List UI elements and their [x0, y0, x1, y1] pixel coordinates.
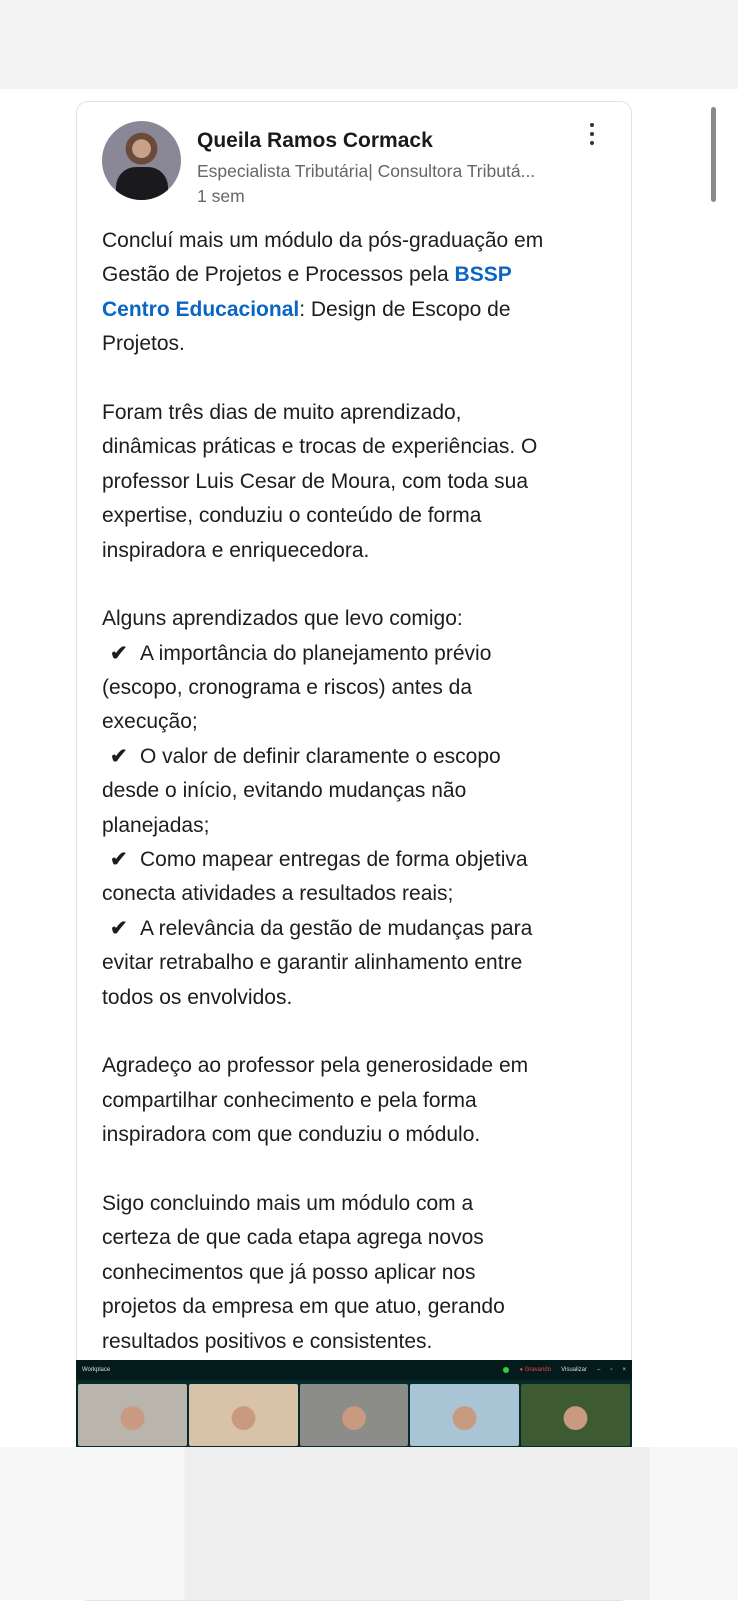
minimize-icon: – — [597, 1367, 601, 1373]
post-text-line — [102, 1221, 622, 1255]
text-segment: inspiradora e enriquecedora. — [102, 538, 370, 562]
text-segment: desde o início, evitando mudanças não — [102, 779, 467, 803]
post-text-line — [102, 1015, 622, 1049]
post-text-line — [102, 327, 622, 361]
meeting-app-name: Workplace — [82, 1367, 111, 1373]
participant-video-tile — [78, 1384, 187, 1446]
text-segment: evitar retrabalho e garantir alinhamento entre — [102, 951, 523, 975]
post-text-line — [102, 637, 622, 671]
text-segment: Concluí mais um módulo da pós-graduação em — [102, 229, 544, 252]
text-segment: conhecimentos que já posso aplicar nos — [102, 1260, 476, 1284]
post-text-line — [102, 774, 622, 808]
text-segment: projetos da empresa em que atuo, gerando — [102, 1295, 505, 1319]
text-segment: professor Luis Cesar de Moura, com toda sua — [102, 469, 529, 493]
text-segment: todos os envolvidos. — [102, 985, 293, 1009]
post-text-line — [102, 568, 622, 602]
post-text-line — [102, 843, 622, 877]
participant-video-tile — [189, 1384, 298, 1446]
scrollbar[interactable] — [711, 107, 716, 202]
text-segment: dinâmicas práticas e trocas de experiências. O — [102, 435, 538, 459]
post-text — [102, 224, 622, 1359]
checkmark-icon: ✔ — [110, 916, 128, 940]
checkmark-icon: ✔ — [110, 744, 128, 768]
post-text-line — [102, 1290, 622, 1324]
post-text-line — [102, 1187, 622, 1221]
post-text-line — [102, 1256, 622, 1290]
checkmark-icon: ✔ — [110, 848, 128, 872]
company-link[interactable]: BSSP — [454, 263, 512, 287]
text-segment: Foram três dias de muito aprendizado, — [102, 400, 462, 424]
text-segment: : Design de Escopo de — [299, 297, 511, 321]
text-segment: compartilhar conhecimento e pela forma — [102, 1088, 477, 1112]
text-segment: Alguns aprendizados que levo comigo: — [102, 607, 463, 631]
text-segment: (escopo, cronograma e riscos) antes da — [102, 676, 473, 700]
text-segment: certeza de que cada etapa agrega novos — [102, 1226, 484, 1250]
post-text-line — [102, 1325, 622, 1359]
text-segment: resultados positivos e consistentes. — [102, 1329, 433, 1353]
recording-indicator: ● Gravando — [519, 1367, 552, 1373]
company-link[interactable]: Centro Educacional — [102, 297, 300, 321]
post-text-line — [102, 705, 622, 739]
post-text-line — [102, 809, 622, 843]
post-text-line — [102, 293, 622, 327]
text-segment: Agradeço ao professor pela generosidade em — [102, 1054, 529, 1078]
text-segment: Como mapear entregas de forma objetiva — [140, 848, 528, 872]
meeting-toolbar — [76, 1360, 632, 1380]
text-segment: planejadas; — [102, 813, 210, 837]
checkmark-icon: ✔ — [110, 641, 128, 665]
status-icon — [503, 1367, 509, 1373]
text-segment: execução; — [102, 710, 198, 734]
close-icon: × — [622, 1367, 626, 1373]
maximize-icon: ▫ — [610, 1367, 613, 1373]
post-text-line — [102, 465, 622, 499]
author-name[interactable]: Queila Ramos Cormack — [197, 129, 433, 152]
post-text-line — [102, 671, 622, 705]
text-segment: conecta atividades a resultados reais; — [102, 882, 454, 906]
post-text-line — [102, 740, 622, 774]
text-segment: inspiradora com que conduziu o módulo. — [102, 1123, 481, 1147]
post-text-line — [102, 1084, 622, 1118]
post-text-line — [102, 430, 622, 464]
post-text-line — [102, 912, 622, 946]
author-headline: Especialista Tributária| Consultora Tributá... — [197, 161, 536, 181]
post-text-line — [102, 1153, 622, 1187]
post-text-line — [102, 877, 622, 911]
participant-video-tile — [521, 1384, 630, 1446]
post-time: 1 sem — [197, 186, 245, 206]
post-text-line — [102, 396, 622, 430]
post-text-line — [102, 534, 622, 568]
post-text-line — [102, 499, 622, 533]
post-text-line — [102, 1118, 622, 1152]
author-avatar[interactable] — [102, 121, 181, 200]
text-segment: A relevância da gestão de mudanças para — [140, 916, 533, 940]
participant-video-tile — [410, 1384, 519, 1446]
post-text-line — [102, 981, 622, 1015]
post-text-line — [102, 224, 622, 258]
text-segment: Projetos. — [102, 332, 185, 356]
post-text-line — [102, 258, 622, 292]
text-segment: Sigo concluindo mais um módulo com a — [102, 1191, 474, 1215]
post-text-line — [102, 602, 622, 636]
view-button: Visualizar — [561, 1367, 587, 1373]
post-text-line — [102, 1049, 622, 1083]
text-segment: O valor de definir claramente o escopo — [140, 744, 501, 768]
top-bar — [0, 0, 738, 89]
post-text-line — [102, 362, 622, 396]
participant-video-tile — [300, 1384, 409, 1446]
more-options-icon[interactable] — [580, 118, 604, 150]
post-text-line — [102, 946, 622, 980]
bottom-overlay — [0, 1447, 738, 1600]
text-segment: A importância do planejamento prévio — [140, 641, 492, 665]
post-image-meeting[interactable] — [76, 1360, 632, 1448]
text-segment: Gestão de Projetos e Processos pela — [102, 263, 455, 287]
text-segment: expertise, conduziu o conteúdo de forma — [102, 504, 482, 528]
